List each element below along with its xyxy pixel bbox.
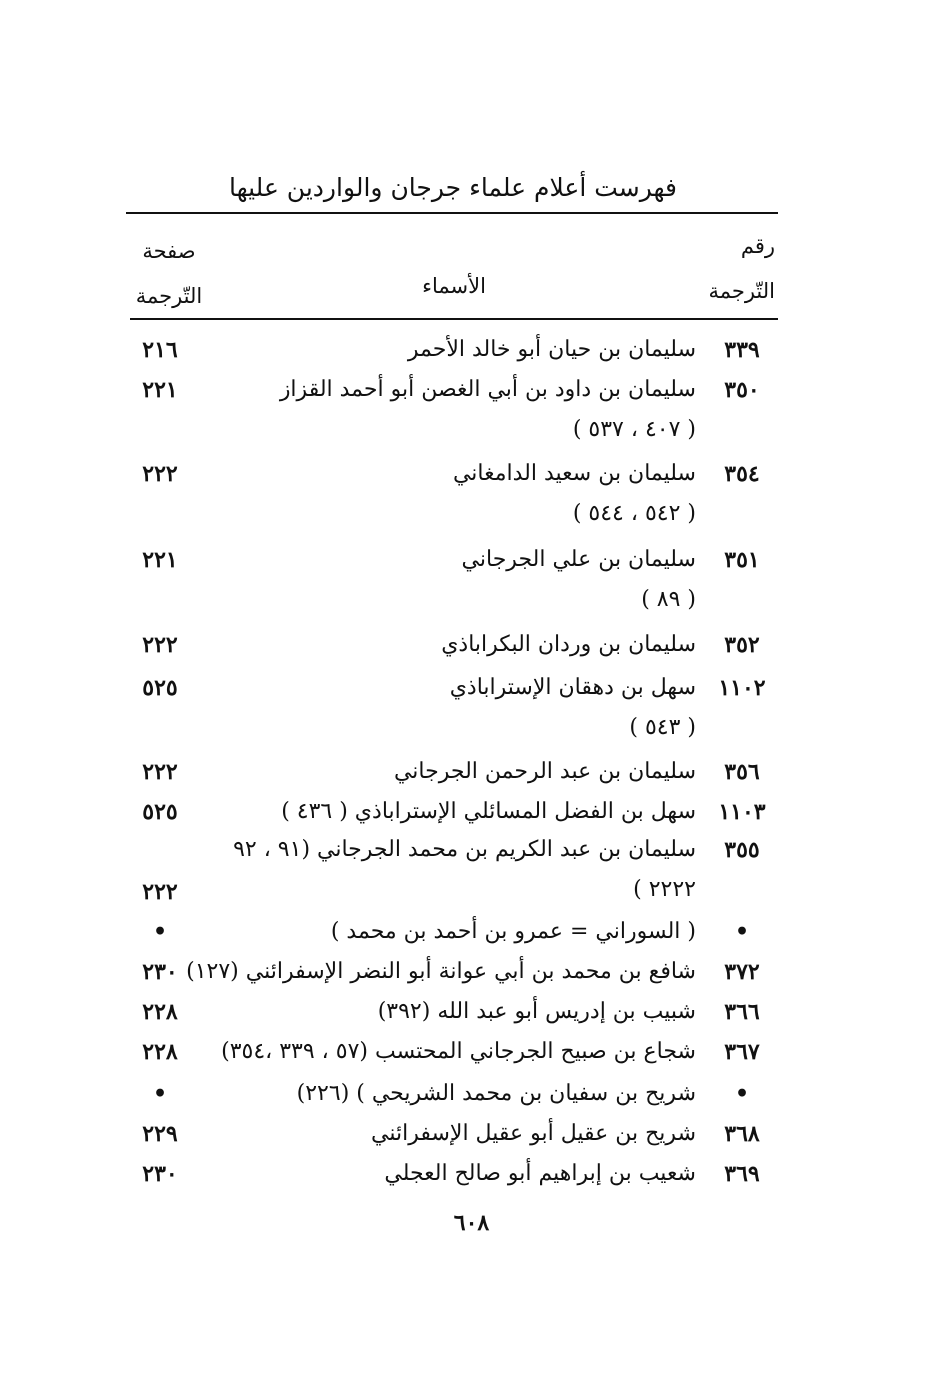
entry-page: ٥٢٥ xyxy=(142,675,178,701)
entry-number: ٣٥٥ xyxy=(724,837,760,863)
entry-page: ٢٢٨ xyxy=(142,1039,178,1065)
entry-page: ٢٢٢ xyxy=(142,879,178,905)
entry-page: ٢٣٠ xyxy=(142,1161,178,1187)
entry-number: • xyxy=(734,1081,750,1107)
index-row xyxy=(130,1114,782,1154)
header-page-line2: التّرجمة xyxy=(135,284,203,308)
running-title: فهرست أعلام علماء جرجان والواردين عليها xyxy=(228,173,678,202)
entry-page: ٢٢٢ xyxy=(142,461,178,487)
entry-number: ٣٥٦ xyxy=(724,759,760,785)
index-row xyxy=(130,625,782,665)
entry-number: ٣٥١ xyxy=(724,547,760,573)
entry-name: شريح بن سفيان بن محمد الشريحي ) (٢٢٦) xyxy=(296,1081,696,1106)
index-row xyxy=(130,540,782,612)
entry-name: سهل بن دهقان الإستراباذي xyxy=(449,675,696,700)
entry-number: ٣٦٩ xyxy=(724,1161,760,1187)
index-row xyxy=(130,1074,782,1114)
entry-name: سليمان بن وردان البكراباذي xyxy=(441,632,696,657)
index-row xyxy=(130,1154,782,1194)
entry-page: ٢١٦ xyxy=(142,337,178,363)
header-names: الأسماء xyxy=(422,274,486,298)
entry-name: شبيب بن إدريس أبو عبد الله (٣٩٢) xyxy=(377,999,696,1024)
index-row xyxy=(130,370,782,442)
page-number: ٦٠٨ xyxy=(453,1210,490,1236)
header-number-line2: التّرجمة xyxy=(708,279,775,303)
entry-name: سليمان بن علي الجرجاني xyxy=(461,547,696,572)
index-row xyxy=(130,330,782,370)
entry-name: ( السوراني = عمرو بن أحمد بن محمد ) xyxy=(330,919,696,944)
entry-page: ٢٢١ xyxy=(142,377,178,403)
index-row xyxy=(130,830,782,905)
entry-name: شجاع بن صبيح الجرجاني المحتسب (٥٧ ، ٣٣٩ ،٣٥٤) xyxy=(221,1039,696,1064)
index-row xyxy=(130,1032,782,1072)
index-row xyxy=(130,752,782,792)
index-row xyxy=(130,952,782,992)
entry-name: سليمان بن حيان أبو خالد الأحمر xyxy=(407,337,696,362)
index-row xyxy=(130,992,782,1032)
title-rule xyxy=(126,212,778,214)
entry-number: ١١٠٢ xyxy=(718,675,766,701)
entry-page: ٢٣٠ xyxy=(142,959,178,985)
index-row xyxy=(130,668,782,740)
entry-number: ٣٥٢ xyxy=(724,632,760,658)
entry-page: ٢٢٢ xyxy=(142,632,178,658)
entry-references: ٢٢٢٢ ) xyxy=(633,877,696,902)
entry-number: ٣٦٨ xyxy=(724,1121,760,1147)
entry-name: شافع بن محمد بن أبي عوانة أبو النضر الإسفرائني (١٢٧) xyxy=(186,959,696,984)
entry-page: ٢٢٨ xyxy=(142,999,178,1025)
entry-page: ٢٢١ xyxy=(142,547,178,573)
entry-references: ( ٥٤٣ ) xyxy=(629,715,696,740)
entry-page: ٢٢٩ xyxy=(142,1121,178,1147)
entry-name: سليمان بن سعيد الدامغاني xyxy=(452,461,696,486)
entry-references: ( ٤٠٧ ، ٥٣٧ ) xyxy=(572,417,696,442)
entry-name: شريح بن عقيل أبو عقيل الإسفرائني xyxy=(370,1121,696,1146)
entry-name: سليمان بن عبد الكريم بن محمد الجرجاني (٩١ ، ٩٢ xyxy=(233,837,696,862)
header-page xyxy=(130,238,208,328)
entry-number: ٣٧٢ xyxy=(724,959,760,985)
index-row xyxy=(130,792,782,832)
header-number-line1: رقم xyxy=(740,234,775,258)
entry-page: • xyxy=(152,1081,168,1107)
entry-references: ( ٨٩ ) xyxy=(641,587,696,612)
entry-number: ٣٦٧ xyxy=(724,1039,760,1065)
entry-name: شعيب بن إبراهيم أبو صالح العجلي xyxy=(384,1161,696,1186)
header-rule xyxy=(130,318,778,320)
entry-name: سليمان بن داود بن أبي الغصن أبو أحمد القزاز xyxy=(279,377,696,402)
entry-number: ٣٥٤ xyxy=(724,461,760,487)
entry-page: ٢٢٢ xyxy=(142,759,178,785)
entry-number: ٣٥٠ xyxy=(724,377,760,403)
entry-number: ٣٣٩ xyxy=(724,337,760,363)
entry-number: ٣٦٦ xyxy=(724,999,760,1025)
entry-references: ( ٥٤٢ ، ٥٤٤ ) xyxy=(572,501,696,526)
entry-page: • xyxy=(152,919,168,945)
index-row xyxy=(130,454,782,526)
entry-name: سليمان بن عبد الرحمن الجرجاني xyxy=(393,759,696,784)
entry-number: • xyxy=(734,919,750,945)
entry-page: ٥٢٥ xyxy=(142,799,178,825)
header-page-line1: صفحة xyxy=(142,239,196,263)
entry-number: ١١٠٣ xyxy=(718,799,766,825)
entry-name: سهل بن الفضل المسائلي الإستراباذي ( ٤٣٦ ) xyxy=(281,799,696,824)
index-row xyxy=(130,912,782,952)
